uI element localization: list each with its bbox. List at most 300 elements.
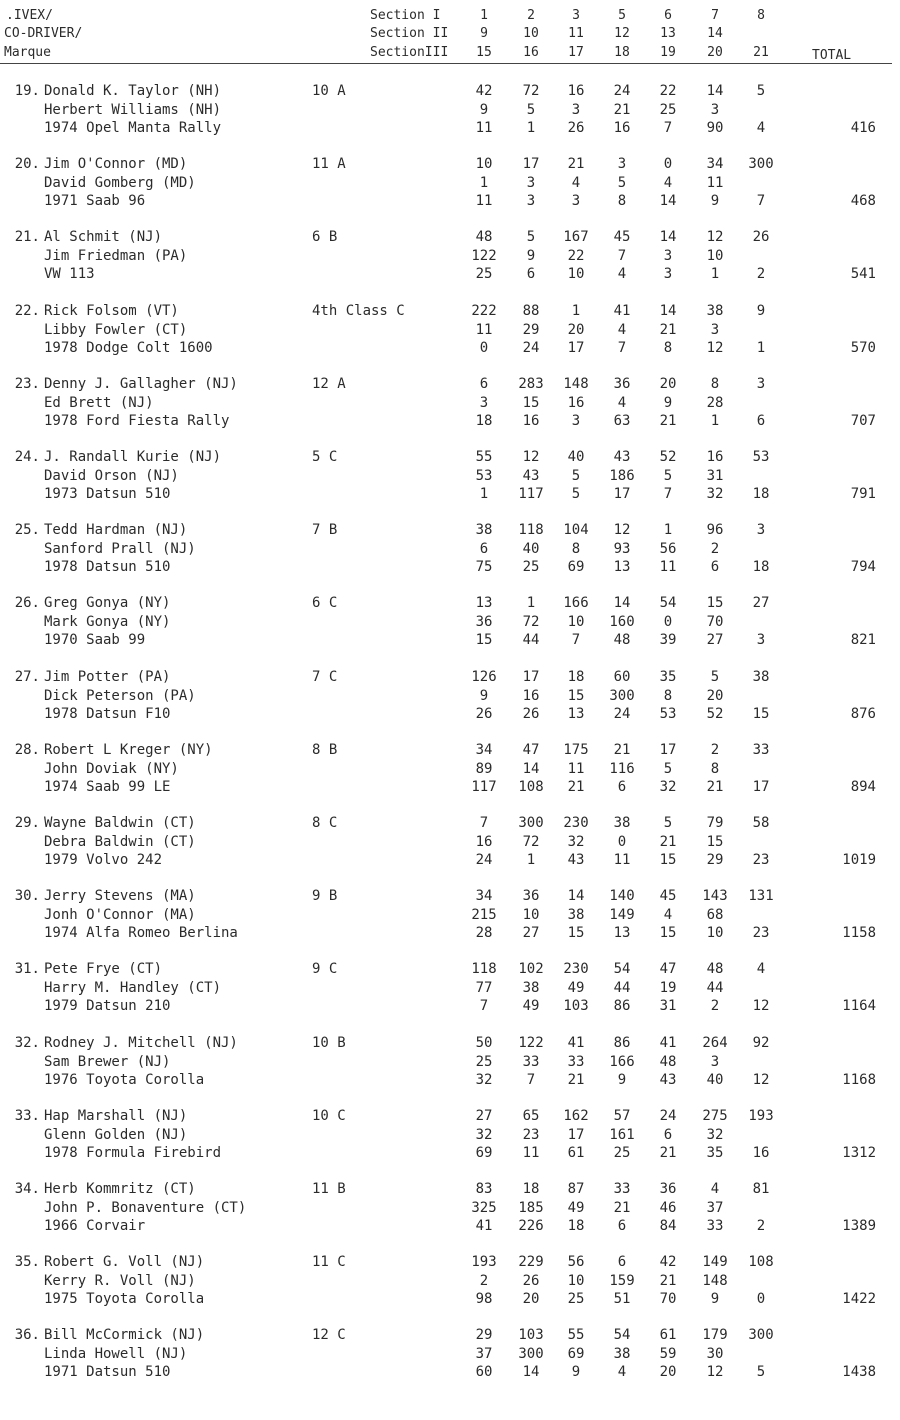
stage-score-cell: 6 bbox=[617, 779, 627, 795]
stage-score-cell: 7 bbox=[663, 120, 673, 136]
stage-score-cell: 179 bbox=[702, 1327, 728, 1343]
stage-score-cell: 44 bbox=[522, 632, 540, 648]
stage-score-cell: 29 bbox=[475, 1327, 493, 1343]
codriver-name: Mark Gonya (NY) bbox=[44, 614, 171, 630]
stage-score-cell: 30 bbox=[706, 1346, 724, 1362]
stage-score-cell: 16 bbox=[613, 120, 631, 136]
stage-score-cell: 38 bbox=[613, 815, 631, 831]
stage-score-cell: 54 bbox=[613, 1327, 631, 1343]
stage-score-cell: 70 bbox=[659, 1291, 677, 1307]
stage-score-cell: 24 bbox=[522, 340, 540, 356]
stage-score-cell: 72 bbox=[522, 614, 540, 630]
stage-score-cell: 215 bbox=[471, 907, 497, 923]
stage-score-cell: 5 bbox=[571, 468, 581, 484]
stage-score-cell: 24 bbox=[613, 83, 631, 99]
stage-score-cell: 20 bbox=[659, 376, 677, 392]
stage-number-header: 13 bbox=[660, 26, 676, 41]
stage-score-cell: 39 bbox=[659, 632, 677, 648]
stage-score-cell: 12 bbox=[522, 449, 540, 465]
stage-score-cell: 108 bbox=[518, 779, 544, 795]
stage-score-cell: 26 bbox=[522, 706, 540, 722]
stage-score-cell: 41 bbox=[659, 1035, 677, 1051]
stage-score-cell: 34 bbox=[475, 888, 493, 904]
stage-score-cell: 2 bbox=[756, 1218, 766, 1234]
stage-score-cell: 7 bbox=[617, 248, 627, 264]
stage-score-cell: 59 bbox=[659, 1346, 677, 1362]
car-marque: 1975 Toyota Corolla bbox=[44, 1291, 205, 1307]
stage-number-header: 20 bbox=[707, 45, 723, 60]
stage-score-cell: 2 bbox=[710, 541, 720, 557]
stage-score-cell: 300 bbox=[518, 1346, 544, 1362]
stage-score-cell: 5 bbox=[617, 175, 627, 191]
stage-score-cell: 6 bbox=[479, 376, 489, 392]
codriver-column-label: CO-DRIVER/ bbox=[4, 26, 83, 41]
stage-score-cell: 3 bbox=[571, 102, 581, 118]
stage-score-cell: 5 bbox=[710, 669, 720, 685]
stage-score-cell: 283 bbox=[518, 376, 544, 392]
stage-score-cell: 96 bbox=[706, 522, 724, 538]
codriver-name: Jim Friedman (PA) bbox=[44, 248, 188, 264]
stage-score-cell: 6 bbox=[617, 1218, 627, 1234]
stage-score-cell: 26 bbox=[752, 229, 770, 245]
car-marque: 1979 Volvo 242 bbox=[44, 852, 163, 868]
stage-score-cell: 53 bbox=[752, 449, 770, 465]
stage-score-cell: 15 bbox=[752, 706, 770, 722]
stage-score-cell: 20 bbox=[567, 322, 585, 338]
stage-score-cell: 166 bbox=[609, 1054, 635, 1070]
codriver-name: Ed Brett (NJ) bbox=[44, 395, 154, 411]
stage-score-cell: 90 bbox=[706, 120, 724, 136]
codriver-name: Linda Howell (NJ) bbox=[44, 1346, 188, 1362]
total-score: 791 bbox=[850, 486, 876, 502]
stage-score-cell: 89 bbox=[475, 761, 493, 777]
stage-score-cell: 93 bbox=[613, 541, 631, 557]
total-score: 1312 bbox=[842, 1145, 876, 1161]
stage-score-cell: 10 bbox=[567, 266, 585, 282]
class-position: 7 B bbox=[312, 522, 338, 538]
stage-score-cell: 3 bbox=[710, 322, 720, 338]
total-score: 894 bbox=[850, 779, 876, 795]
stage-score-cell: 4 bbox=[617, 395, 627, 411]
stage-score-cell: 75 bbox=[475, 559, 493, 575]
driver-name: Robert L Kreger (NY) bbox=[44, 742, 213, 758]
stage-score-cell: 26 bbox=[475, 706, 493, 722]
stage-score-cell: 27 bbox=[706, 632, 724, 648]
stage-score-cell: 104 bbox=[563, 522, 589, 538]
stage-score-cell: 3 bbox=[710, 102, 720, 118]
total-score: 570 bbox=[850, 340, 876, 356]
stage-score-cell: 27 bbox=[522, 925, 540, 941]
stage-score-cell: 33 bbox=[567, 1054, 585, 1070]
stage-score-cell: 51 bbox=[613, 1291, 631, 1307]
stage-score-cell: 12 bbox=[752, 998, 770, 1014]
car-marque: 1973 Datsun 510 bbox=[44, 486, 171, 502]
stage-score-cell: 131 bbox=[748, 888, 774, 904]
total-score: 541 bbox=[850, 266, 876, 282]
stage-score-cell: 4 bbox=[617, 1364, 627, 1380]
stage-score-cell: 12 bbox=[752, 1072, 770, 1088]
stage-score-cell: 1 bbox=[571, 303, 581, 319]
position-number: 22. bbox=[14, 303, 40, 319]
stage-number-header: 17 bbox=[568, 45, 584, 60]
section-2-label: Section II bbox=[370, 26, 449, 41]
stage-score-cell: 1 bbox=[479, 486, 489, 502]
stage-score-cell: 14 bbox=[659, 193, 677, 209]
stage-score-cell: 54 bbox=[613, 961, 631, 977]
stage-score-cell: 79 bbox=[706, 815, 724, 831]
stage-score-cell: 9 bbox=[663, 395, 673, 411]
stage-score-cell: 118 bbox=[471, 961, 497, 977]
stage-score-cell: 41 bbox=[567, 1035, 585, 1051]
stage-score-cell: 13 bbox=[567, 706, 585, 722]
section-1-label: Section I bbox=[370, 8, 441, 23]
car-marque: 1974 Saab 99 LE bbox=[44, 779, 171, 795]
stage-score-cell: 21 bbox=[613, 1200, 631, 1216]
stage-score-cell: 325 bbox=[471, 1200, 497, 1216]
stage-score-cell: 122 bbox=[471, 248, 497, 264]
driver-name: Jerry Stevens (MA) bbox=[44, 888, 196, 904]
stage-score-cell: 10 bbox=[522, 907, 540, 923]
stage-score-cell: 14 bbox=[567, 888, 585, 904]
stage-score-cell: 27 bbox=[475, 1108, 493, 1124]
stage-score-cell: 36 bbox=[475, 614, 493, 630]
stage-score-cell: 48 bbox=[475, 229, 493, 245]
stage-score-cell: 92 bbox=[752, 1035, 770, 1051]
stage-score-cell: 20 bbox=[659, 1364, 677, 1380]
stage-score-cell: 21 bbox=[613, 102, 631, 118]
stage-score-cell: 14 bbox=[522, 761, 540, 777]
stage-score-cell: 126 bbox=[471, 669, 497, 685]
stage-score-cell: 33 bbox=[752, 742, 770, 758]
stage-score-cell: 5 bbox=[571, 486, 581, 502]
stage-score-cell: 60 bbox=[613, 669, 631, 685]
stage-score-cell: 15 bbox=[475, 632, 493, 648]
stage-score-cell: 16 bbox=[567, 395, 585, 411]
stage-score-cell: 53 bbox=[475, 468, 493, 484]
stage-score-cell: 103 bbox=[518, 1327, 544, 1343]
stage-score-cell: 7 bbox=[756, 193, 766, 209]
position-number: 21. bbox=[14, 229, 40, 245]
driver-name: Wayne Baldwin (CT) bbox=[44, 815, 196, 831]
codriver-name: Kerry R. Voll (NJ) bbox=[44, 1273, 196, 1289]
stage-score-cell: 43 bbox=[659, 1072, 677, 1088]
stage-score-cell: 275 bbox=[702, 1108, 728, 1124]
position-number: 24. bbox=[14, 449, 40, 465]
stage-score-cell: 33 bbox=[613, 1181, 631, 1197]
stage-score-cell: 49 bbox=[522, 998, 540, 1014]
codriver-name: Glenn Golden (NJ) bbox=[44, 1127, 188, 1143]
stage-score-cell: 108 bbox=[748, 1254, 774, 1270]
stage-score-cell: 87 bbox=[567, 1181, 585, 1197]
stage-score-cell: 8 bbox=[663, 340, 673, 356]
stage-score-cell: 49 bbox=[567, 980, 585, 996]
stage-score-cell: 16 bbox=[567, 83, 585, 99]
codriver-name: Sam Brewer (NJ) bbox=[44, 1054, 171, 1070]
class-position: 5 C bbox=[312, 449, 338, 465]
driver-column-label: .IVEX/ bbox=[6, 8, 53, 23]
stage-score-cell: 35 bbox=[659, 669, 677, 685]
stage-score-cell: 4 bbox=[756, 120, 766, 136]
stage-score-cell: 14 bbox=[613, 595, 631, 611]
stage-number-header: 7 bbox=[711, 8, 719, 23]
stage-score-cell: 48 bbox=[659, 1054, 677, 1070]
stage-score-cell: 21 bbox=[613, 742, 631, 758]
stage-score-cell: 18 bbox=[475, 413, 493, 429]
driver-name: Tedd Hardman (NJ) bbox=[44, 522, 188, 538]
stage-score-cell: 17 bbox=[567, 1127, 585, 1143]
stage-score-cell: 3 bbox=[526, 175, 536, 191]
stage-score-cell: 25 bbox=[475, 1054, 493, 1070]
stage-score-cell: 161 bbox=[609, 1127, 635, 1143]
stage-score-cell: 88 bbox=[522, 303, 540, 319]
stage-score-cell: 160 bbox=[609, 614, 635, 630]
stage-score-cell: 16 bbox=[706, 449, 724, 465]
car-marque: 1974 Alfa Romeo Berlina bbox=[44, 925, 238, 941]
stage-score-cell: 35 bbox=[706, 1145, 724, 1161]
class-position: 8 B bbox=[312, 742, 338, 758]
driver-name: Denny J. Gallagher (NJ) bbox=[44, 376, 238, 392]
stage-score-cell: 15 bbox=[706, 834, 724, 850]
stage-score-cell: 8 bbox=[663, 688, 673, 704]
stage-score-cell: 31 bbox=[706, 468, 724, 484]
class-position: 11 B bbox=[312, 1181, 346, 1197]
stage-score-cell: 43 bbox=[567, 852, 585, 868]
stage-score-cell: 42 bbox=[659, 1254, 677, 1270]
stage-score-cell: 9 bbox=[617, 1072, 627, 1088]
stage-score-cell: 86 bbox=[613, 998, 631, 1014]
stage-score-cell: 32 bbox=[567, 834, 585, 850]
stage-score-cell: 1 bbox=[526, 120, 536, 136]
stage-score-cell: 4 bbox=[617, 266, 627, 282]
stage-score-cell: 15 bbox=[706, 595, 724, 611]
total-score: 1019 bbox=[842, 852, 876, 868]
stage-score-cell: 24 bbox=[475, 852, 493, 868]
driver-name: Bill McCormick (NJ) bbox=[44, 1327, 205, 1343]
stage-score-cell: 3 bbox=[571, 193, 581, 209]
driver-name: Jim Potter (PA) bbox=[44, 669, 171, 685]
stage-score-cell: 23 bbox=[522, 1127, 540, 1143]
marque-column-label: Marque bbox=[4, 45, 51, 60]
position-number: 25. bbox=[14, 522, 40, 538]
stage-score-cell: 36 bbox=[659, 1181, 677, 1197]
stage-score-cell: 32 bbox=[475, 1127, 493, 1143]
stage-score-cell: 4 bbox=[617, 322, 627, 338]
stage-score-cell: 10 bbox=[706, 925, 724, 941]
stage-score-cell: 28 bbox=[706, 395, 724, 411]
codriver-name: Herbert Williams (NH) bbox=[44, 102, 222, 118]
stage-score-cell: 15 bbox=[659, 925, 677, 941]
stage-score-cell: 18 bbox=[752, 559, 770, 575]
stage-score-cell: 0 bbox=[663, 614, 673, 630]
stage-score-cell: 13 bbox=[613, 559, 631, 575]
stage-score-cell: 14 bbox=[659, 229, 677, 245]
stage-score-cell: 45 bbox=[613, 229, 631, 245]
stage-score-cell: 17 bbox=[752, 779, 770, 795]
stage-score-cell: 22 bbox=[567, 248, 585, 264]
stage-score-cell: 44 bbox=[613, 980, 631, 996]
stage-score-cell: 149 bbox=[702, 1254, 728, 1270]
stage-score-cell: 7 bbox=[479, 815, 489, 831]
stage-score-cell: 264 bbox=[702, 1035, 728, 1051]
stage-score-cell: 32 bbox=[659, 779, 677, 795]
stage-score-cell: 25 bbox=[475, 266, 493, 282]
stage-score-cell: 21 bbox=[567, 1072, 585, 1088]
stage-score-cell: 42 bbox=[475, 83, 493, 99]
stage-score-cell: 3 bbox=[526, 193, 536, 209]
stage-score-cell: 13 bbox=[613, 925, 631, 941]
stage-score-cell: 11 bbox=[522, 1145, 540, 1161]
stage-score-cell: 40 bbox=[567, 449, 585, 465]
stage-number-header: 11 bbox=[568, 26, 584, 41]
total-score: 707 bbox=[850, 413, 876, 429]
class-position: 11 C bbox=[312, 1254, 346, 1270]
stage-score-cell: 63 bbox=[613, 413, 631, 429]
stage-score-cell: 167 bbox=[563, 229, 589, 245]
driver-name: Pete Frye (CT) bbox=[44, 961, 163, 977]
stage-score-cell: 21 bbox=[659, 834, 677, 850]
stage-score-cell: 117 bbox=[518, 486, 544, 502]
stage-score-cell: 47 bbox=[659, 961, 677, 977]
codriver-name: Harry M. Handley (CT) bbox=[44, 980, 222, 996]
stage-score-cell: 4 bbox=[756, 961, 766, 977]
stage-score-cell: 38 bbox=[475, 522, 493, 538]
stage-score-cell: 3 bbox=[710, 1054, 720, 1070]
position-number: 34. bbox=[14, 1181, 40, 1197]
stage-score-cell: 3 bbox=[479, 395, 489, 411]
stage-score-cell: 27 bbox=[752, 595, 770, 611]
stage-score-cell: 230 bbox=[563, 961, 589, 977]
driver-name: Hap Marshall (NJ) bbox=[44, 1108, 188, 1124]
stage-score-cell: 9 bbox=[479, 688, 489, 704]
stage-score-cell: 58 bbox=[752, 815, 770, 831]
stage-score-cell: 52 bbox=[659, 449, 677, 465]
class-position: 7 C bbox=[312, 669, 338, 685]
stage-score-cell: 54 bbox=[659, 595, 677, 611]
class-position: 12 C bbox=[312, 1327, 346, 1343]
stage-score-cell: 7 bbox=[571, 632, 581, 648]
stage-number-header: 10 bbox=[523, 26, 539, 41]
stage-number-header: 9 bbox=[480, 26, 488, 41]
stage-score-cell: 5 bbox=[663, 815, 673, 831]
stage-score-cell: 6 bbox=[479, 541, 489, 557]
stage-score-cell: 21 bbox=[567, 779, 585, 795]
stage-score-cell: 4 bbox=[710, 1181, 720, 1197]
position-number: 30. bbox=[14, 888, 40, 904]
driver-name: Donald K. Taylor (NH) bbox=[44, 83, 222, 99]
stage-score-cell: 186 bbox=[609, 468, 635, 484]
stage-number-header: 18 bbox=[614, 45, 630, 60]
stage-score-cell: 55 bbox=[475, 449, 493, 465]
stage-score-cell: 36 bbox=[522, 888, 540, 904]
stage-score-cell: 24 bbox=[659, 1108, 677, 1124]
stage-score-cell: 38 bbox=[522, 980, 540, 996]
car-marque: 1979 Datsun 210 bbox=[44, 998, 171, 1014]
stage-score-cell: 60 bbox=[475, 1364, 493, 1380]
stage-score-cell: 44 bbox=[706, 980, 724, 996]
stage-score-cell: 61 bbox=[659, 1327, 677, 1343]
position-number: 20. bbox=[14, 156, 40, 172]
codriver-name: John P. Bonaventure (CT) bbox=[44, 1200, 247, 1216]
stage-score-cell: 148 bbox=[563, 376, 589, 392]
position-number: 29. bbox=[14, 815, 40, 831]
stage-score-cell: 86 bbox=[613, 1035, 631, 1051]
stage-score-cell: 17 bbox=[613, 486, 631, 502]
stage-score-cell: 53 bbox=[659, 706, 677, 722]
class-position: 10 C bbox=[312, 1108, 346, 1124]
stage-score-cell: 7 bbox=[479, 998, 489, 1014]
driver-name: Robert G. Voll (NJ) bbox=[44, 1254, 205, 1270]
stage-score-cell: 2 bbox=[710, 742, 720, 758]
stage-score-cell: 18 bbox=[522, 1181, 540, 1197]
codriver-name: Dick Peterson (PA) bbox=[44, 688, 196, 704]
position-number: 23. bbox=[14, 376, 40, 392]
stage-score-cell: 16 bbox=[522, 688, 540, 704]
class-position: 10 A bbox=[312, 83, 346, 99]
stage-score-cell: 9 bbox=[526, 248, 536, 264]
driver-name: Herb Kommritz (CT) bbox=[44, 1181, 196, 1197]
stage-number-header: 21 bbox=[753, 45, 769, 60]
stage-score-cell: 21 bbox=[659, 413, 677, 429]
total-score: 1168 bbox=[842, 1072, 876, 1088]
stage-score-cell: 34 bbox=[475, 742, 493, 758]
stage-score-cell: 32 bbox=[706, 1127, 724, 1143]
header-rule bbox=[0, 63, 892, 64]
stage-score-cell: 149 bbox=[609, 907, 635, 923]
stage-score-cell: 300 bbox=[748, 1327, 774, 1343]
total-score: 468 bbox=[850, 193, 876, 209]
stage-score-cell: 21 bbox=[706, 779, 724, 795]
stage-score-cell: 22 bbox=[659, 83, 677, 99]
stage-score-cell: 140 bbox=[609, 888, 635, 904]
stage-score-cell: 72 bbox=[522, 83, 540, 99]
car-marque: VW 113 bbox=[44, 266, 95, 282]
car-marque: 1976 Toyota Corolla bbox=[44, 1072, 205, 1088]
stage-score-cell: 7 bbox=[526, 1072, 536, 1088]
stage-score-cell: 5 bbox=[663, 761, 673, 777]
codriver-name: Libby Fowler (CT) bbox=[44, 322, 188, 338]
stage-score-cell: 72 bbox=[522, 834, 540, 850]
stage-number-header: 14 bbox=[707, 26, 723, 41]
stage-score-cell: 69 bbox=[475, 1145, 493, 1161]
stage-score-cell: 45 bbox=[659, 888, 677, 904]
stage-score-cell: 8 bbox=[571, 541, 581, 557]
codriver-name: Jonh O'Connor (MA) bbox=[44, 907, 196, 923]
stage-score-cell: 48 bbox=[613, 632, 631, 648]
stage-score-cell: 11 bbox=[475, 322, 493, 338]
car-marque: 1974 Opel Manta Rally bbox=[44, 120, 222, 136]
stage-score-cell: 17 bbox=[659, 742, 677, 758]
stage-score-cell: 14 bbox=[706, 83, 724, 99]
position-number: 19. bbox=[14, 83, 40, 99]
stage-score-cell: 103 bbox=[563, 998, 589, 1014]
stage-score-cell: 11 bbox=[613, 852, 631, 868]
driver-name: J. Randall Kurie (NJ) bbox=[44, 449, 222, 465]
stage-score-cell: 0 bbox=[756, 1291, 766, 1307]
class-position: 12 A bbox=[312, 376, 346, 392]
stage-score-cell: 159 bbox=[609, 1273, 635, 1289]
position-number: 28. bbox=[14, 742, 40, 758]
stage-score-cell: 143 bbox=[702, 888, 728, 904]
stage-score-cell: 15 bbox=[567, 688, 585, 704]
stage-score-cell: 26 bbox=[522, 1273, 540, 1289]
class-position: 11 A bbox=[312, 156, 346, 172]
stage-score-cell: 3 bbox=[663, 266, 673, 282]
stage-number-header: 3 bbox=[572, 8, 580, 23]
stage-score-cell: 25 bbox=[659, 102, 677, 118]
stage-score-cell: 8 bbox=[710, 761, 720, 777]
stage-score-cell: 57 bbox=[613, 1108, 631, 1124]
stage-score-cell: 16 bbox=[752, 1145, 770, 1161]
